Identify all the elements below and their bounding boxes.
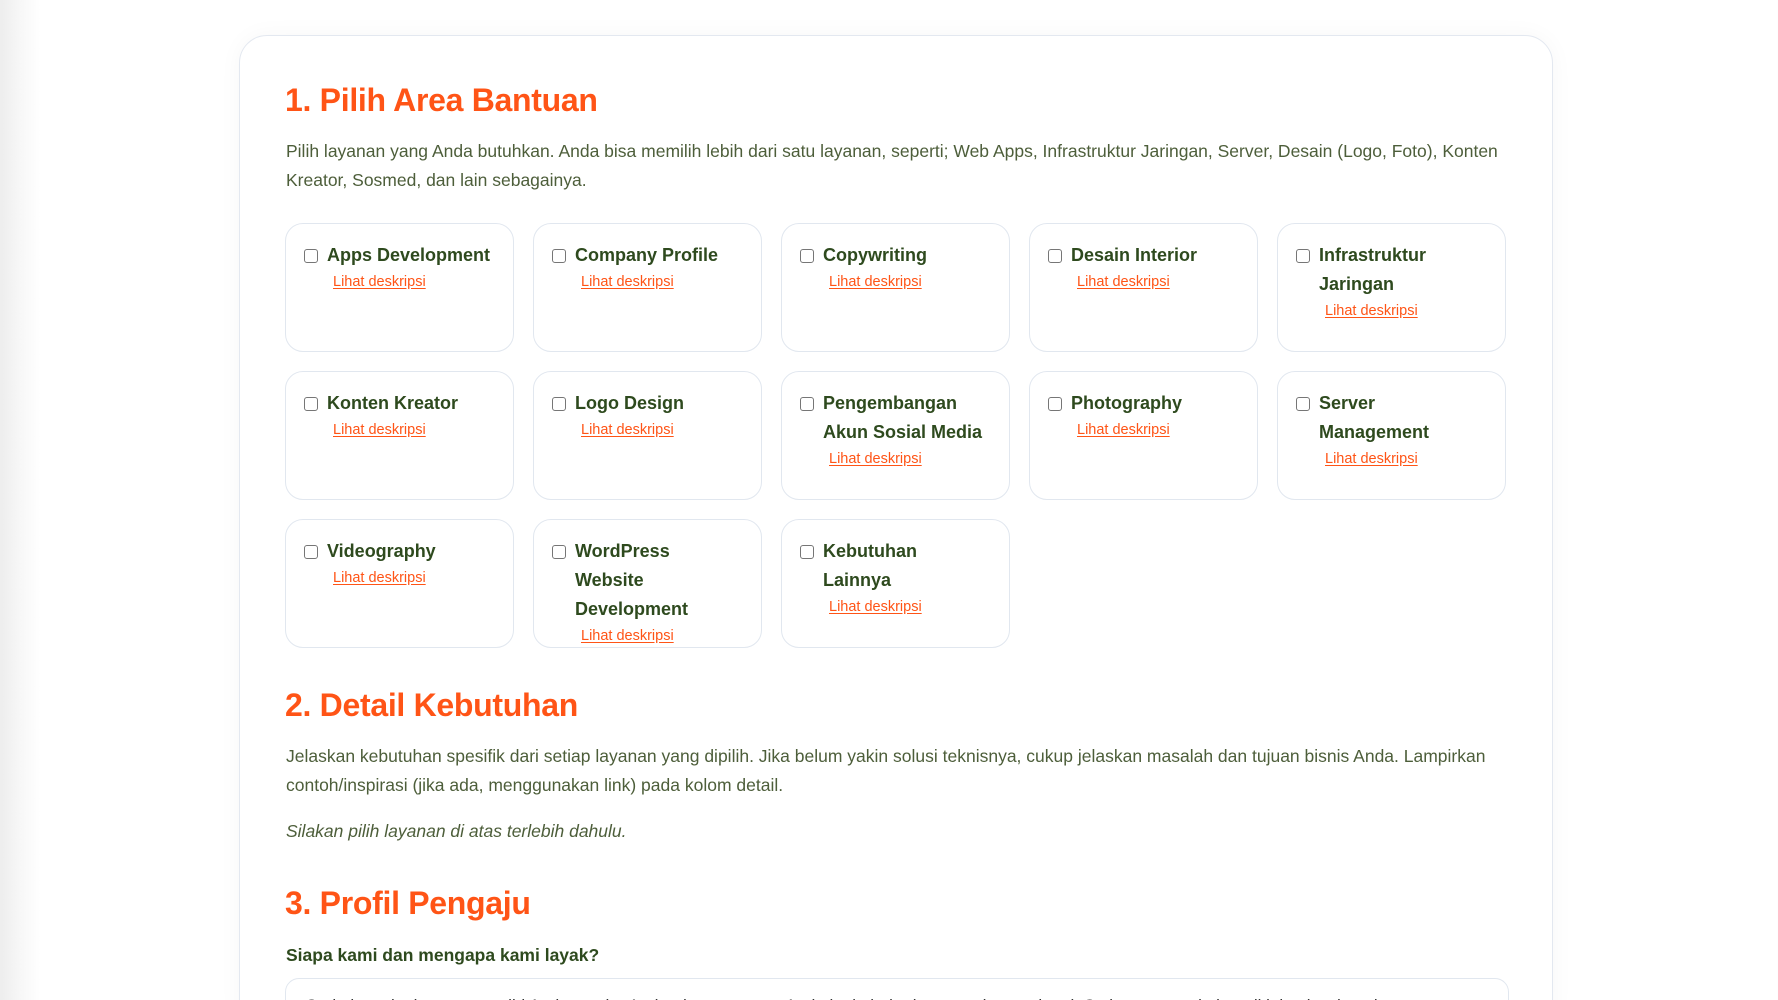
- service-checkbox[interactable]: [304, 545, 318, 559]
- service-checkbox[interactable]: [800, 249, 814, 263]
- service-checkbox[interactable]: [304, 249, 318, 263]
- section-title-profil-pengaju: 3. Profil Pengaju: [285, 885, 531, 921]
- view-description-link[interactable]: Lihat deskripsi: [581, 274, 674, 290]
- service-name: Videography: [327, 541, 436, 561]
- service-card-konten-kreator[interactable]: [285, 371, 514, 500]
- service-card-desain-interior[interactable]: [1029, 223, 1258, 352]
- profile-textarea[interactable]: [285, 978, 1509, 1000]
- service-card-apps-development[interactable]: [285, 223, 514, 352]
- service-name: Desain Interior: [1071, 245, 1198, 265]
- view-description-link[interactable]: Lihat deskripsi: [1077, 422, 1170, 438]
- section-description-pilih-area: Pilih layanan yang Anda butuhkan. Anda bisa memilih lebih dari satu layanan, seperti; Web Apps, Infrastruktur Jaringan, Server, Desain (Logo, Foto), Konten Kreator, Sosmed, dan lain sebagainya.: [286, 141, 1498, 190]
- service-checkbox[interactable]: [800, 397, 814, 411]
- service-name: Company Profile: [575, 245, 719, 265]
- profile-field-label: Siapa kami dan mengapa kami layak?: [286, 945, 600, 965]
- service-name: Logo Design: [575, 393, 684, 413]
- service-card-wordpress-website-development[interactable]: [533, 519, 762, 648]
- view-description-link[interactable]: Lihat deskripsi: [829, 451, 922, 467]
- view-description-link[interactable]: Lihat deskripsi: [581, 628, 674, 644]
- section-title-pilih-area: 1. Pilih Area Bantuan: [285, 82, 598, 118]
- view-description-link[interactable]: Lihat deskripsi: [333, 274, 426, 290]
- service-checkbox[interactable]: [1296, 249, 1310, 263]
- service-card-logo-design[interactable]: [533, 371, 762, 500]
- service-card-company-profile[interactable]: [533, 223, 762, 352]
- view-description-link[interactable]: Lihat deskripsi: [333, 422, 426, 438]
- service-checkbox[interactable]: [552, 397, 566, 411]
- services-grid: [285, 223, 1509, 648]
- service-name: WordPress Website Development: [575, 541, 689, 619]
- service-checkbox[interactable]: [1048, 397, 1062, 411]
- view-description-link[interactable]: Lihat deskripsi: [1325, 451, 1418, 467]
- service-name: Pengembangan Akun Sosial Media: [823, 393, 983, 442]
- service-checkbox[interactable]: [1048, 249, 1062, 263]
- section-title-detail-kebutuhan: 2. Detail Kebutuhan: [285, 687, 579, 723]
- service-card-kebutuhan-lainnya[interactable]: [781, 519, 1010, 648]
- service-card-photography[interactable]: [1029, 371, 1258, 500]
- service-checkbox[interactable]: [552, 249, 566, 263]
- service-card-copywriting[interactable]: [781, 223, 1010, 352]
- service-checkbox[interactable]: [304, 397, 318, 411]
- view-description-link[interactable]: Lihat deskripsi: [1077, 274, 1170, 290]
- service-name: Apps Development: [327, 245, 491, 265]
- service-card-server-management[interactable]: [1277, 371, 1506, 500]
- service-checkbox[interactable]: [1296, 397, 1310, 411]
- service-card-pengembangan-akun-sosial-media[interactable]: [781, 371, 1010, 500]
- service-name: Konten Kreator: [327, 393, 459, 413]
- service-card-infrastruktur-jaringan[interactable]: [1277, 223, 1506, 352]
- service-name: Photography: [1071, 393, 1182, 413]
- view-description-link[interactable]: Lihat deskripsi: [829, 599, 922, 615]
- empty-selection-hint: Silakan pilih layanan di atas terlebih dahulu.: [286, 821, 627, 841]
- service-name: Server Management: [1319, 393, 1430, 442]
- service-name: Infrastruktur Jaringan: [1319, 245, 1427, 294]
- service-name: Kebutuhan Lainnya: [823, 541, 917, 590]
- view-description-link[interactable]: Lihat deskripsi: [1325, 303, 1418, 319]
- view-description-link[interactable]: Lihat deskripsi: [333, 570, 426, 586]
- view-description-link[interactable]: Lihat deskripsi: [581, 422, 674, 438]
- view-description-link[interactable]: Lihat deskripsi: [829, 274, 922, 290]
- service-checkbox[interactable]: [552, 545, 566, 559]
- section-description-detail-kebutuhan: Jelaskan kebutuhan spesifik dari setiap layanan yang dipilih. Jika belum yakin solusi teknisnya, cukup jelaskan masalah dan tujuan bisnis Anda. Lampirkan contoh/inspirasi (jika ada, menggunakan link) pada kolom detail.: [286, 746, 1486, 795]
- service-name: Copywriting: [823, 245, 927, 265]
- service-checkbox[interactable]: [800, 545, 814, 559]
- service-card-videography[interactable]: [285, 519, 514, 648]
